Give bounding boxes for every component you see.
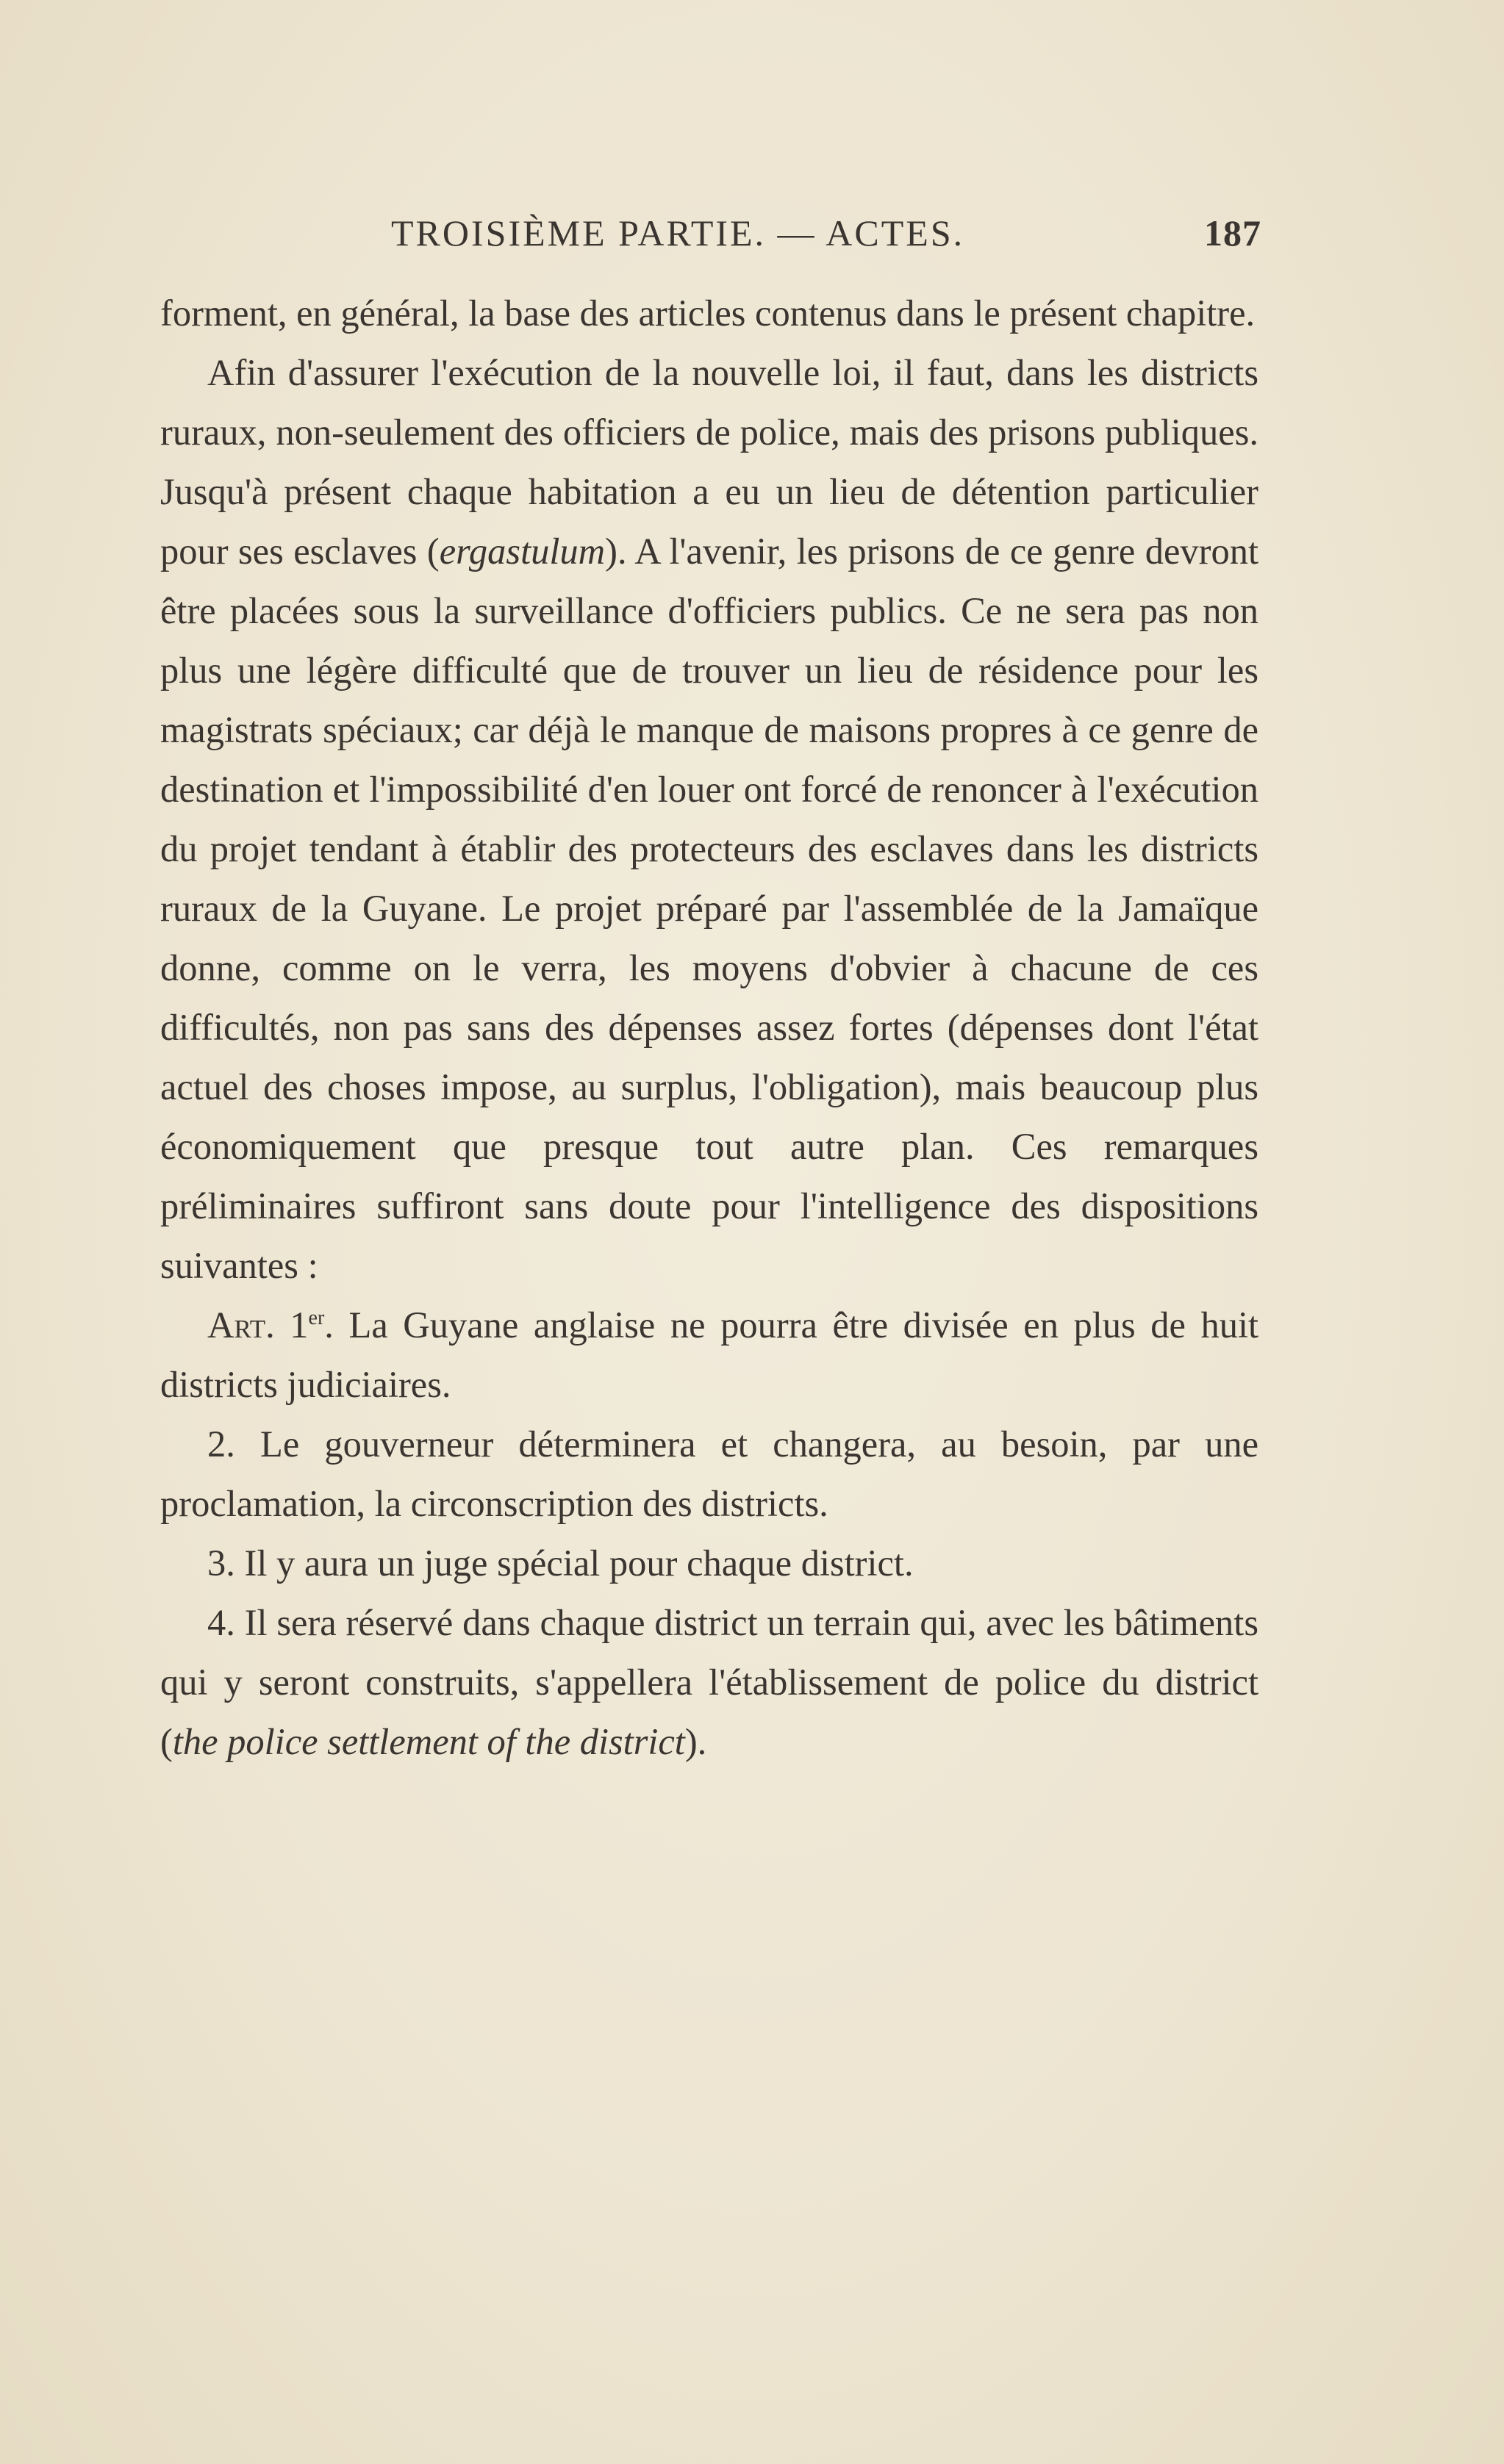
latin-term: ergastulum: [439, 531, 606, 572]
body-text: [160, 284, 1258, 1772]
english-term: the police settlement of the district: [172, 1721, 685, 1762]
article-3: 3. Il y aura un juge spécial pour chaque district.: [207, 1542, 914, 1584]
running-head: [163, 212, 1261, 256]
article-1-superscript: er: [308, 1307, 325, 1330]
article-1-text: . La Guyane anglaise ne pourra être divisée en plus de huit districts judiciaires.: [160, 1304, 1259, 1405]
article-label: Art.: [207, 1304, 275, 1346]
running-title: TROISIÈME PARTIE. — ACTES.: [391, 212, 965, 254]
article-4-end: .: [697, 1721, 707, 1762]
article-1-number: 1: [290, 1304, 309, 1346]
article-4: 4. Il sera réservé dans chaque district un terrain qui, avec les bâtiments qui y seront construits, s'appellera l'établissement de police du district (the police settlement of the district).: [160, 1602, 1258, 1762]
paragraph-intro-rest: . A l'avenir, les prisons de ce genre devront être placées sous la surveillance d'officiers publics. Ce ne sera pas non plus une légère difficulté que de trouver un lieu de résidence pour les magistrats spéciaux; car déjà le manque de maisons propres à ce genre de destination et l'impossibilité d'en louer ont forcé de renoncer à l'exécution du projet tendant à établir des protecteurs des esclaves dans les districts ruraux de la Guyane. Le projet préparé par l'assemblée de la Jamaïque donne, comme on le verra, les moyens d'obvier à chacune de ces difficultés, non pas sans des dépenses assez fortes (dépenses dont l'état actuel des choses impose, au surplus, l'obligation), mais beaucoup plus économiquement que presque tout autre plan. Ces remarques préliminaires suffiront sans doute pour l'intelligence des dispositions suivantes :: [160, 531, 1258, 1286]
paragraph-intro: Afin d'assurer l'exécution de la nouvelle loi, il faut, dans les districts ruraux, non-seulement des officiers de police, mais des prisons publiques. Jusqu'à présent chaque habitation a eu un lieu de détention particulier pour ses esclaves (ergastulum). A l'avenir, les prisons de ce genre devront être placées sous la surveillance d'officiers publics. Ce ne sera pas non plus une légère difficulté que de trouver un lieu de résidence pour les magistrats spéciaux; car déjà le manque de maisons propres à ce genre de destination et l'impossibilité d'en louer ont forcé de renoncer à l'exécution du projet tendant à établir des protecteurs des esclaves dans les districts ruraux de la Guyane. Le projet préparé par l'assemblée de la Jamaïque donne, comme on le verra, les moyens d'obvier à chacune de ces difficultés, non pas sans des dépenses assez fortes (dépenses dont l'état actuel des choses impose, au surplus, l'obligation), mais beaucoup plus économiquement que presque tout autre plan. Ces remarques préliminaires suffiront sans doute pour l'intelligence des dispositions suivantes :: [160, 352, 1258, 1286]
article-4-text: 4. Il sera réservé dans chaque district un terrain qui, avec les bâtiments qui y seront construits, s'appellera l'établissement de police du district: [160, 1602, 1258, 1703]
paragraph-intro-text: Afin d'assurer l'exécution de la nouvelle loi, il faut, dans les districts ruraux, non-seulement des officiers de police, mais des prisons publiques. Jusqu'à présent chaque habitation a eu un lieu de détention particulier pour ses esclaves: [160, 352, 1258, 572]
article-2: 2. Le gouverneur déterminera et changera, au besoin, par une proclamation, la circonscription des districts.: [160, 1423, 1258, 1524]
article-1: [160, 1296, 1258, 1415]
page-number: 187: [1204, 212, 1261, 254]
paragraph-continuation: forment, en général, la base des articles contenus dans le présent chapitre.: [160, 292, 1256, 334]
